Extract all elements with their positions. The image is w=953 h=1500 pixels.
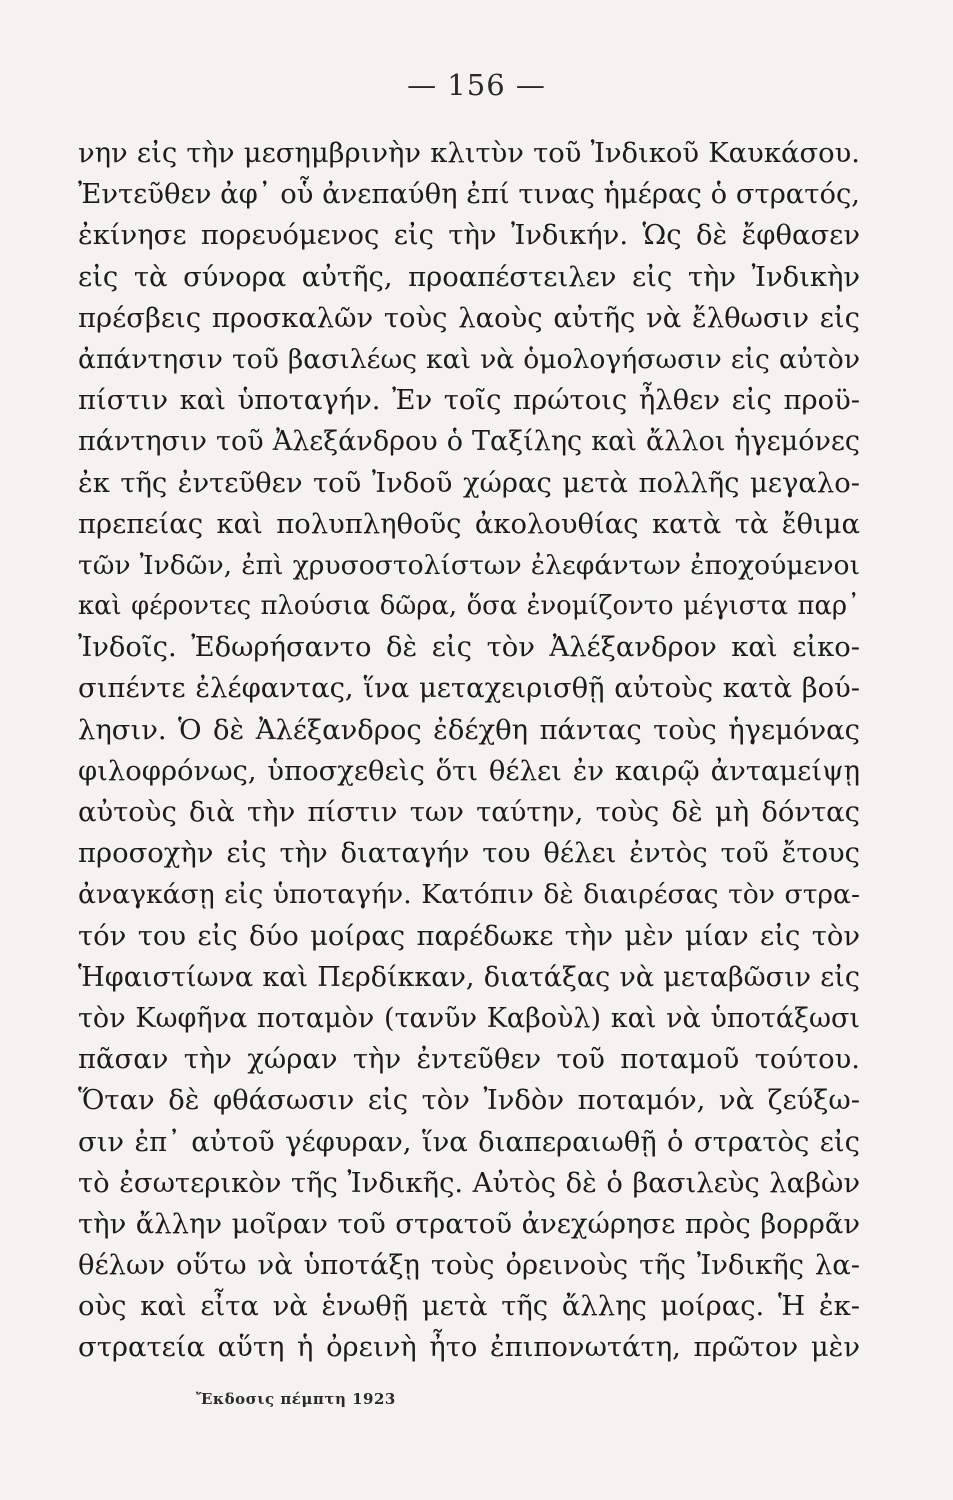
text-line: πᾶσαν τὴν χώραν τὴν ἐντεῦθεν τοῦ ποταμοῦ τούτου.: [78, 1044, 860, 1076]
body-text: [78, 133, 860, 1369]
text-line: νην εἰς τὴν μεσημβρινὴν κλιτὺν τοῦ Ἰνδικοῦ Καυκάσου.: [78, 138, 860, 169]
text-line: οὺς καὶ εἶτα νὰ ἑνωθῇ μετὰ τῆς ἄλλης μοίρας. Ἡ ἐκ-: [78, 1291, 860, 1323]
text-line: σιπέντε ἐλέφαντας, ἵνα μεταχειρισθῇ αὐτοὺς κατὰ βού-: [78, 673, 860, 705]
text-line: ἐκίνησε πορευόμενος εἰς τὴν Ἰνδικήν. Ὡς δὲ ἔφθασεν: [78, 220, 860, 252]
text-line: Ἰνδοῖς. Ἐδωρήσαντο δὲ εἰς τὸν Ἀλέξανδρον καὶ εἰκο-: [78, 632, 860, 664]
text-line: ἀναγκάσῃ εἰς ὑποταγήν. Κατόπιν δὲ διαιρέσας τὸν στρα-: [78, 879, 860, 911]
text-line: τόν του εἰς δύο μοίρας παρέδωκε τὴν μὲν μίαν εἰς τὸν: [78, 920, 860, 952]
text-line: τὸν Κωφῆνα ποταμὸν (τανῦν Καβοὺλ) καὶ νὰ ὑποτάξωσι: [78, 1002, 860, 1034]
text-line: τὸ ἐσωτερικὸν τῆς Ἰνδικῆς. Αὐτὸς δὲ ὁ βασιλεὺς λαβὼν: [78, 1167, 860, 1199]
text-line: λησιν. Ὁ δὲ Ἀλέξανδρος ἐδέχθη πάντας τοὺς ἡγεμόνας: [78, 714, 860, 746]
text-line: φιλοφρόνως, ὑποσχεθεὶς ὅτι θέλει ἐν καιρῷ ἀνταμείψῃ: [78, 755, 860, 787]
text-line: καὶ φέροντες πλούσια δῶρα, ὅσα ἐνομίζοντο μέγιστα παρ᾽: [78, 591, 860, 622]
text-line: θέλων οὕτω νὰ ὑποτάξῃ τοὺς ὀρεινοὺς τῆς Ἰνδικῆς λα-: [78, 1250, 860, 1282]
text-line: Ἐντεῦθεν ἀφ᾽ οὗ ἀνεπαύθη ἐπί τινας ἡμέρας ὁ στρατός,: [78, 179, 860, 211]
text-line: ἐκ τῆς ἐντεῦθεν τοῦ Ἰνδοῦ χώρας μετὰ πολλῆς μεγαλο-: [78, 467, 860, 499]
text-line: αὐτοὺς διὰ τὴν πίστιν των ταύτην, τοὺς δὲ μὴ δόντας: [78, 797, 860, 828]
text-line: τῶν Ἰνδῶν, ἐπὶ χρυσοστολίστων ἐλεφάντων ἐποχούμενοι: [78, 549, 860, 581]
text-line: πρέσβεις προσκαλῶν τοὺς λαοὺς αὐτῆς νὰ ἔλθωσιν εἰς: [78, 302, 860, 334]
text-line: τὴν ἄλλην μοῖραν τοῦ στρατοῦ ἀνεχώρησε πρὸς βορρᾶν: [78, 1208, 860, 1240]
text-line: σιν ἐπ᾽ αὐτοῦ γέφυραν, ἵνα διαπεραιωθῇ ὁ στρατὸς εἰς: [78, 1126, 860, 1158]
text-line: πίστιν καὶ ὑποταγήν. Ἐν τοῖς πρώτοις ἦλθεν εἰς προϋ-: [78, 385, 860, 417]
text-line: Ἡφαιστίωνα καὶ Περδίκκαν, διατάξας νὰ μεταβῶσιν εἰς: [78, 961, 860, 993]
text-line: πρεπείας καὶ πολυπληθοῦς ἀκολουθίας κατὰ τὰ ἔθιμα: [78, 508, 860, 540]
text-line: ἀπάντησιν τοῦ βασιλέως καὶ νὰ ὁμολογήσωσιν εἰς αὐτὸν: [78, 343, 860, 375]
text-line: προσοχὴν εἰς τὴν διαταγήν του θέλει ἐντὸς τοῦ ἔτους: [78, 838, 860, 870]
edition-note: Ἔκδοσις πέμπτη 1923: [196, 1390, 396, 1408]
text-line: εἰς τὰ σύνορα αὐτῆς, προαπέστειλεν εἰς τὴν Ἰνδικὴν: [78, 261, 860, 293]
text-line: πάντησιν τοῦ Ἀλεξάνδρου ὁ Ταξίλης καὶ ἄλλοι ἡγεμόνες: [78, 426, 860, 458]
text-line: Ὅταν δὲ φθάσωσιν εἰς τὸν Ἰνδὸν ποταμόν, νὰ ζεύξω-: [78, 1085, 860, 1117]
text-line: στρατεία αὕτη ἡ ὀρεινὴ ἦτο ἐπιπονωτάτη, πρῶτον μὲν: [78, 1332, 860, 1364]
page-number: — 156 —: [407, 68, 546, 102]
